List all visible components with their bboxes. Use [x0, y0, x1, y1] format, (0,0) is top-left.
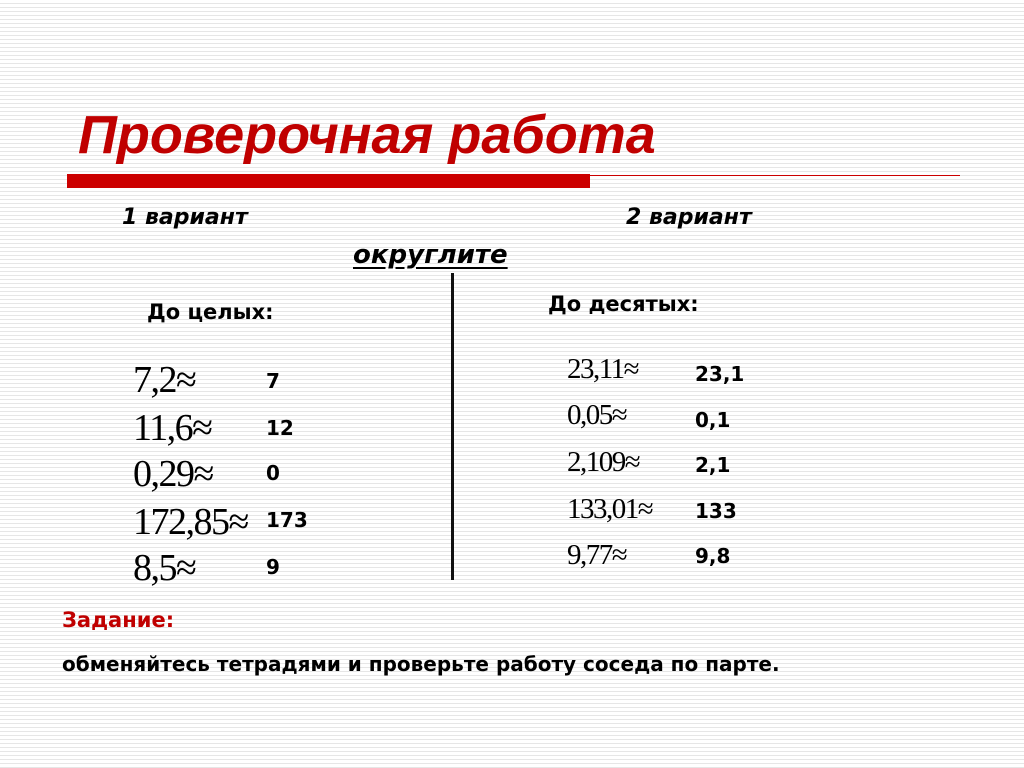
variant-1-heading: 1 вариант — [122, 205, 248, 230]
right-expression: 133,01≈ — [567, 493, 653, 525]
right-expression: 0,05≈ — [567, 399, 627, 431]
right-answer: 0,1 — [695, 408, 731, 432]
task-heading: Задание: — [62, 608, 175, 632]
right-answer: 133 — [695, 499, 737, 523]
right-expression: 23,11≈ — [567, 353, 639, 385]
left-expression: 7,2≈ — [133, 359, 196, 401]
right-answer: 2,1 — [695, 453, 731, 477]
left-expression: 11,6≈ — [133, 407, 212, 449]
title-underline-thick — [67, 174, 590, 188]
right-answer: 9,8 — [695, 544, 731, 568]
left-expression: 0,29≈ — [133, 453, 213, 495]
instruction-heading: округлите — [353, 240, 508, 270]
right-answer: 23,1 — [695, 362, 745, 386]
page-title: Проверочная работа — [78, 105, 656, 165]
left-column-label: До целых: — [147, 300, 274, 324]
left-answer: 7 — [266, 369, 280, 393]
variant-2-heading: 2 вариант — [626, 205, 752, 230]
column-divider — [451, 273, 454, 580]
left-expression: 172,85≈ — [133, 501, 248, 543]
left-expression: 8,5≈ — [133, 547, 196, 589]
left-answer: 0 — [266, 461, 280, 485]
right-column-label: До десятых: — [548, 292, 699, 316]
left-answer: 12 — [266, 416, 294, 440]
right-expression: 9,77≈ — [567, 539, 627, 571]
task-text: обменяйтесь тетрадями и проверьте работу соседа по парте. — [62, 652, 780, 676]
left-answer: 173 — [266, 508, 308, 532]
right-expression: 2,109≈ — [567, 446, 640, 478]
left-answer: 9 — [266, 555, 280, 579]
title-underline-thin — [590, 175, 960, 176]
